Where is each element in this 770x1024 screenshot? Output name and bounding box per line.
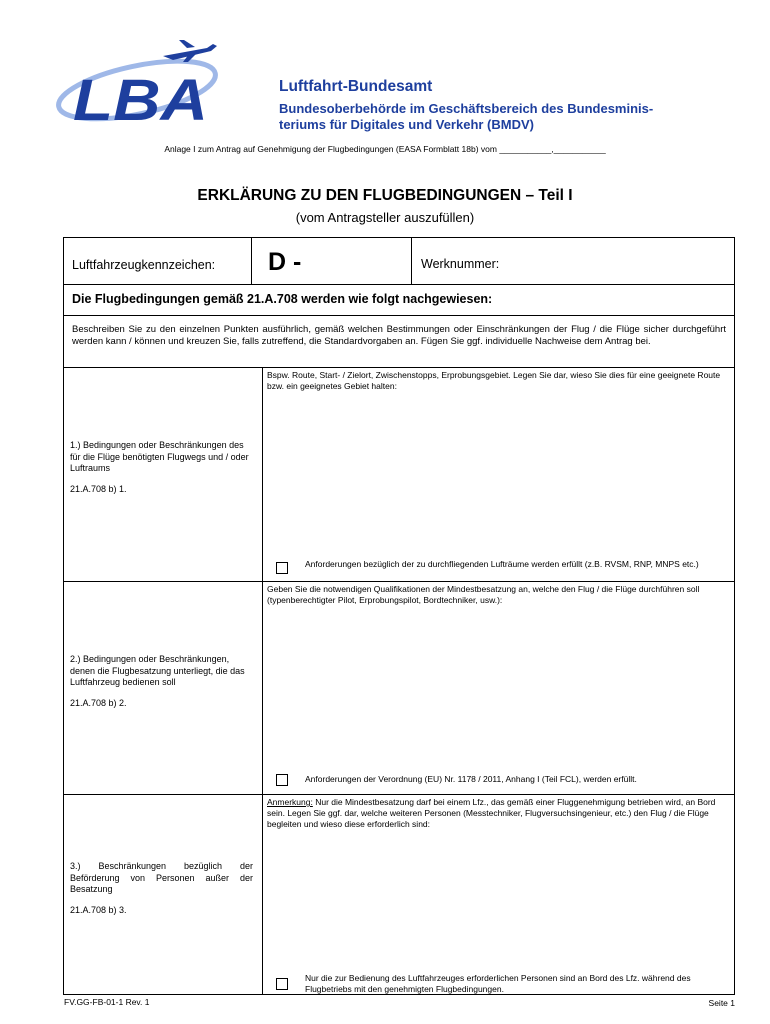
org-subtitle-line-2: teriums für Digitales und Verkehr (BMDV) bbox=[279, 117, 534, 132]
annex-note: Anlage I zum Antrag auf Genehmigung der Flugbedingungen (EASA Formblatt 18b) vom ___________,___________ bbox=[164, 144, 606, 154]
org-name: Luftfahrt-Bundesamt bbox=[279, 78, 433, 95]
section-3-reference: 21.A.708 b) 3. bbox=[70, 904, 127, 915]
divider bbox=[64, 284, 734, 285]
org-subtitle-line-1: Bundesoberbehörde im Geschäftsbereich des Bundesminis- bbox=[279, 101, 654, 116]
section-1-title: 1.) Bedingungen oder Beschränkungen des für die Flüge benötigten Flugwegs und / oder Luftraums bbox=[70, 440, 249, 473]
org-subtitle bbox=[279, 101, 653, 133]
section-3-checkbox-label: Nur die zur Bedienung des Luftfahrzeuges erforderlichen Personen sind an Bord des Lfz. während des Flugbetriebs mit den genehmigten Flugbedingungen. bbox=[305, 973, 691, 994]
serial-number-label[interactable]: Werknummer: bbox=[421, 257, 500, 271]
section-1-label bbox=[70, 440, 253, 495]
form-code: FV.GG-FB-01-1 Rev. 1 bbox=[64, 997, 150, 1007]
section-3-note-prefix: Anmerkung: bbox=[267, 797, 313, 807]
section-1-reference: 21.A.708 b) 1. bbox=[70, 483, 127, 494]
section-2-title: 2.) Bedingungen oder Beschränkungen, denen die Flugbesatzung unterliegt, die das Luftfahrzeug bedienen soll bbox=[70, 654, 245, 687]
document-title: ERKLÄRUNG ZU DEN FLUGBEDINGUNGEN – Teil I bbox=[197, 187, 573, 204]
divider bbox=[262, 367, 263, 995]
org-block bbox=[279, 78, 653, 133]
section-1-checkbox[interactable] bbox=[276, 562, 288, 574]
divider bbox=[251, 238, 252, 284]
section-1-checkbox-label: Anforderungen bezüglich der zu durchfliegenden Lufträume werden erfüllt (z.B. RVSM, RNP, MNPS etc.) bbox=[305, 559, 699, 569]
divider bbox=[64, 794, 734, 795]
logo-lettering: LBA bbox=[73, 68, 208, 130]
section-3-checkbox[interactable] bbox=[276, 978, 288, 990]
document-subtitle: (vom Antragsteller auszufüllen) bbox=[295, 210, 475, 225]
section-3-title: 3.) Beschränkungen bezüglich der Beförderung von Personen außer der Besatzung bbox=[70, 861, 253, 894]
divider bbox=[64, 367, 734, 368]
page-number: Seite 1 bbox=[708, 998, 735, 1008]
divider bbox=[64, 581, 734, 582]
intro-text: Beschreiben Sie zu den einzelnen Punkten ausführlich, gemäß welchen Bestimmungen oder Einschränkungen der Flug / die Flüge sicher durchgeführt werden kann / können und kreuzen Sie, falls zutreffend, die Standardvorgaben an. Fügen Sie ggf. individuelle Nachweise dem Antrag bei. bbox=[72, 324, 726, 347]
section-1-hint[interactable]: Bspw. Route, Start- / Zielort, Zwischenstopps, Erprobungsgebiet. Legen Sie dar, wieso Sie dies für eine geeignete Route bzw. ein geeignetes Gebiet halten: bbox=[267, 370, 721, 391]
section-2-hint[interactable]: Geben Sie die notwendigen Qualifikationen der Mindestbesatzung an, welche den Flug / die Flüge durchführen soll (typenberechtigter Pilot, Erprobungspilot, Bordtechniker, usw.): bbox=[267, 584, 700, 605]
section-3-hint[interactable] bbox=[267, 797, 729, 830]
registration-field[interactable]: D - bbox=[268, 248, 302, 276]
section-3-note-text: Nur die Mindestbesatzung darf bei einem Lfz., das gemäß einer Fluggenehmigung betrieben wird, an Bord sein. Legen Sie ggf. dar, welche weiteren Personen (Messtechniker, Flugversuchsingenieur, etc.) den Flug / die Flüge begleiten und wieso diese erforderlich sind: bbox=[267, 797, 716, 829]
registration-label: Luftfahrzeugkennzeichen: bbox=[72, 258, 216, 272]
lba-logo bbox=[55, 40, 220, 130]
section-2-reference: 21.A.708 b) 2. bbox=[70, 697, 127, 708]
section-2-checkbox-label: Anforderungen der Verordnung (EU) Nr. 1178 / 2011, Anhang I (Teil FCL), werden erfüllt. bbox=[305, 774, 637, 784]
section-3-label bbox=[70, 861, 253, 916]
proof-heading: Die Flugbedingungen gemäß 21.A.708 werden wie folgt nachgewiesen: bbox=[72, 292, 493, 306]
divider bbox=[411, 238, 412, 284]
divider bbox=[64, 315, 734, 316]
form-frame bbox=[63, 237, 735, 995]
section-2-label bbox=[70, 654, 253, 709]
section-2-checkbox[interactable] bbox=[276, 774, 288, 786]
